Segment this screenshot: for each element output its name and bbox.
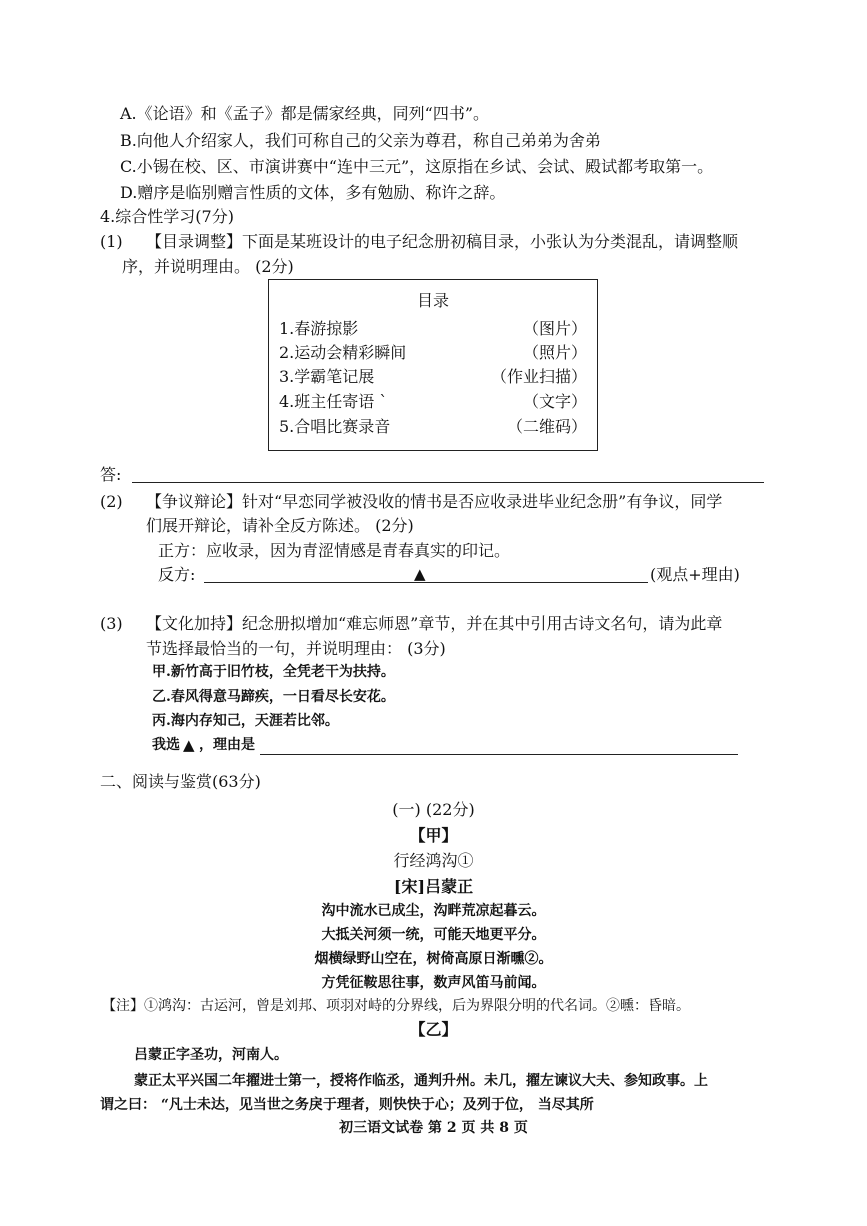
subquestion-1-line2: 序，并说明理由。 (2分) — [122, 257, 294, 276]
poem-note: 【注】①鸿沟：古运河，曾是刘邦、项羽对峙的分界线，后为界限分明的代名词。②曛：昏暗。 — [102, 998, 690, 1014]
option-c: C.小锡在校、区、市演讲赛中“连中三元”，这原指在乡试、会试、殿试都考取第一。 — [120, 157, 714, 176]
section-2-title: 二、阅读与鉴赏(63分) — [100, 772, 261, 791]
jia-heading: 【甲】 — [409, 826, 458, 845]
reason-answer-line[interactable] — [260, 754, 738, 755]
toc-item-name: 1.春游掠影 — [279, 319, 359, 338]
option-d: D.赠序是临别赠言性质的文体，多有勉励、称许之辞。 — [120, 183, 506, 202]
prose-line: 谓之曰： “凡士未达，见当世之务戾于理者，则快快于心；及列于位， 当尽其所 — [100, 1097, 594, 1113]
part-1-heading: (一) (22分) — [392, 800, 475, 819]
triangle-mark: ▲ — [414, 565, 426, 583]
option-a: A.《论语》和《孟子》都是儒家经典，同列“四书”。 — [120, 104, 490, 123]
toc-row — [279, 414, 587, 434]
toc-item-name: 3.学霸笔记展 — [279, 367, 375, 386]
toc-row — [279, 389, 587, 409]
con-answer-line[interactable] — [204, 582, 648, 583]
subquestion-3-line1: 【文化加持】纪念册拟增加“难忘师恩”章节，并在其中引用古诗文名句，请为此章 — [146, 614, 723, 633]
toc-title: 目录 — [416, 291, 449, 310]
poem-line: 方凭征鞍思往事，数声风笛马前闻。 — [321, 975, 546, 991]
toc-row — [279, 316, 587, 336]
yi-heading: 【乙】 — [409, 1020, 458, 1039]
con-hint: (观点+理由) — [650, 565, 740, 584]
con-label: 反方: — [158, 565, 196, 584]
option-b: B.向他人介绍家人，我们可称自己的父亲为尊君，称自己弟弟为舍弟 — [120, 131, 601, 150]
page-footer: 初三语文试卷 第 2 页 共 8 页 — [339, 1120, 528, 1136]
toc-item-name: 5.合唱比赛录音 — [279, 417, 391, 436]
poem-author: [宋]吕蒙正 — [393, 877, 474, 896]
toc-item-type: （二维码） — [506, 417, 587, 436]
poem-title: 行经鸿沟① — [393, 851, 474, 870]
subquestion-1-line1: 【目录调整】下面是某班设计的电子纪念册初稿目录，小张认为分类混乱，请调整顺 — [146, 232, 739, 251]
answer-label: 答: — [100, 465, 122, 484]
toc-item-type: （文字） — [522, 392, 587, 411]
subquestion-2-line1: 【争议辩论】针对“早恋同学被没收的情书是否应收录进毕业纪念册”有争议，同学 — [146, 492, 723, 511]
choice-suffix: ，理由是 — [199, 737, 255, 753]
subquestion-2-number: (2) — [100, 492, 123, 511]
question-4-title: 4.综合性学习(7分) — [100, 207, 234, 226]
subquestion-2-line2: 们展开辩论，请补全反方陈述。 (2分) — [146, 516, 414, 535]
poem-option-jia: 甲.新竹高于旧竹枝，全凭老干为扶持。 — [152, 664, 395, 680]
toc-item-type: （照片） — [522, 343, 587, 362]
toc-row — [279, 364, 587, 384]
toc-item-name: 2.运动会精彩瞬间 — [279, 343, 407, 362]
choice-prefix: 我选 — [152, 737, 180, 753]
prose-line: 蒙正太平兴国二年擢进士第一，授将作临丞，通判升州。未几，擢左谏议大夫、参知政事。上 — [134, 1073, 708, 1089]
answer-line[interactable] — [132, 482, 764, 483]
poem-line: 烟横绿野山空在，树倚高原日渐曛②。 — [314, 951, 553, 967]
subquestion-3-line2: 节选择最恰当的一句，并说明理由： (3分) — [146, 639, 446, 658]
toc-item-type: （图片） — [522, 319, 587, 338]
subquestion-1-number: (1) — [100, 232, 123, 251]
poem-line: 沟中流水已成尘，沟畔荒凉起暮云。 — [321, 903, 546, 919]
pro-statement: 正方：应收录，因为青涩情感是青春真实的印记。 — [158, 541, 511, 560]
subquestion-3-number: (3) — [100, 614, 123, 633]
toc-item-name: 4.班主任寄语 ` — [279, 392, 388, 411]
poem-option-yi: 乙.春风得意马蹄疾，一日看尽长安花。 — [152, 689, 395, 705]
poem-option-bing: 丙.海内存知己，天涯若比邻。 — [152, 713, 339, 729]
toc-row — [279, 340, 587, 360]
triangle-mark: ▲ — [183, 736, 195, 754]
poem-line: 大抵关河须一统，可能天地更平分。 — [321, 927, 546, 943]
toc-item-type: （作业扫描） — [490, 367, 587, 386]
toc-box — [268, 279, 598, 451]
prose-line: 吕蒙正字圣功，河南人。 — [134, 1047, 288, 1063]
